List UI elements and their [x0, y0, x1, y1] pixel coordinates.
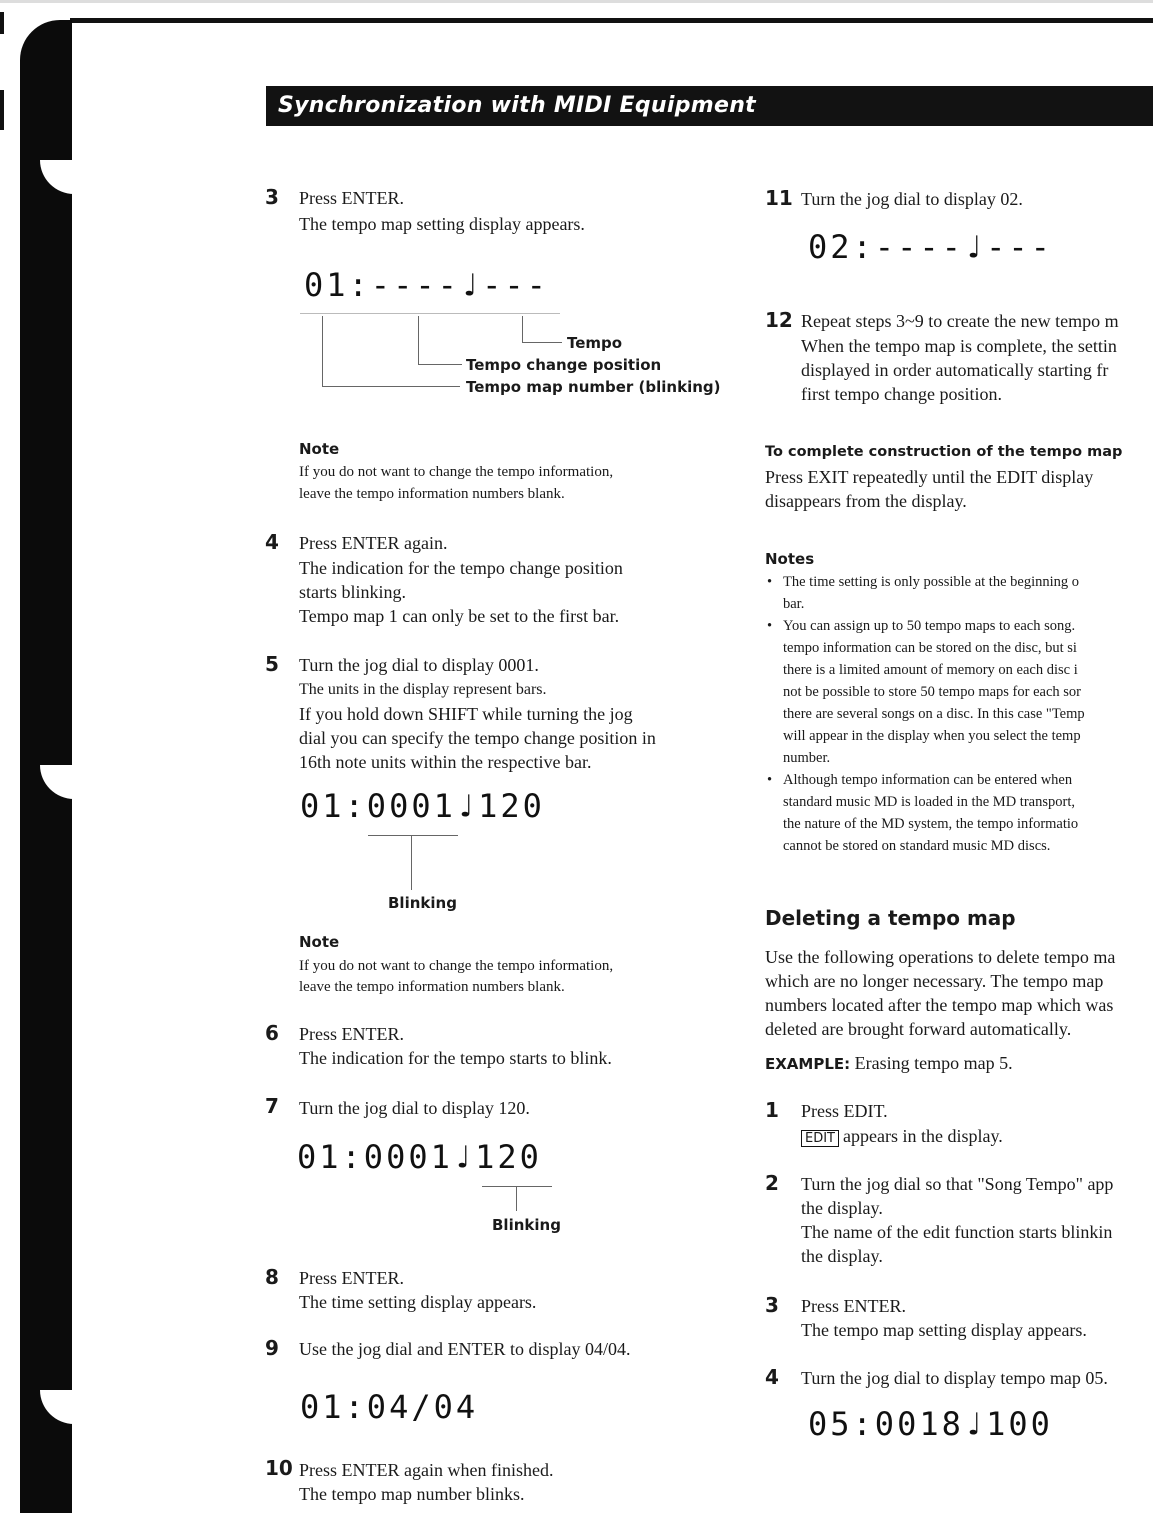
example: [765, 1051, 1013, 1076]
notes-list: [765, 571, 1153, 857]
step-text: Turn the jog dial so that "Song Tempo" app: [801, 1174, 1114, 1194]
bracket: [482, 1186, 552, 1187]
step-text: The indication for the tempo change position: [299, 558, 623, 578]
lcd-display-1: 01:----♩---: [304, 266, 549, 304]
step-text: When the tempo map is complete, the settin: [801, 336, 1117, 356]
body-text: Press EXIT repeatedly until the EDIT display: [765, 467, 1094, 487]
step-text: The name of the edit function starts blinkin: [801, 1222, 1113, 1242]
note-text: If you do not want to change the tempo information,: [299, 958, 614, 974]
top-edge-shadow: [0, 0, 1153, 3]
step-text: the display.: [801, 1246, 883, 1266]
step-number: 3: [265, 185, 279, 209]
delete-heading: Deleting a tempo map: [765, 906, 1016, 930]
step-text: Use the jog dial and ENTER to display 04/04.: [299, 1339, 631, 1359]
step-text: [801, 1124, 1003, 1151]
blinking-label: Blinking: [492, 1216, 561, 1234]
callout-leader: [418, 316, 419, 364]
step-text: The tempo map setting display appears.: [299, 214, 585, 234]
step-number: 8: [265, 1265, 279, 1289]
step-text: starts blinking.: [299, 582, 406, 602]
step-text: the display.: [801, 1198, 883, 1218]
step-number: 2: [765, 1171, 779, 1195]
step-number: 7: [265, 1094, 279, 1118]
note-text: leave the tempo information numbers blank.: [299, 979, 565, 995]
lcd-display-2: 01:0001♩120: [300, 787, 545, 825]
step-text: If you hold down SHIFT while turning the jog: [299, 704, 633, 724]
step-text: Tempo map 1 can only be set to the first bar.: [299, 606, 620, 626]
notes-title: Notes: [765, 550, 815, 568]
step-number: 10: [265, 1456, 293, 1480]
margin-tick: [0, 12, 4, 34]
step-number: 9: [265, 1336, 279, 1360]
step-text: 16th note units within the respective bar.: [299, 752, 592, 772]
step-text: Press ENTER.: [299, 1268, 404, 1288]
note-item: • Although tempo information can be entered when standard music MD is loaded in the MD transport, the nature of the MD system, the tempo informatio cannot be stored on standard music MD discs.: [765, 769, 1153, 857]
callout-leader: [522, 342, 562, 343]
step-text: dial you can specify the tempo change position in: [299, 728, 656, 748]
step-text: Press ENTER.: [801, 1296, 906, 1316]
step-text: Turn the jog dial to display 120.: [299, 1098, 530, 1118]
callout-leader: [516, 1187, 517, 1211]
step-text: displayed in order automatically starting fr: [801, 360, 1109, 380]
callout-leader: [322, 386, 460, 387]
step-number: 4: [265, 530, 279, 554]
note-title: Note: [299, 933, 340, 951]
step-text: The indication for the tempo starts to blink.: [299, 1048, 612, 1068]
note-title: Note: [299, 440, 340, 458]
step-number: 6: [265, 1021, 279, 1045]
step-text: The tempo map setting display appears.: [801, 1320, 1087, 1340]
body-text: disappears from the display.: [765, 491, 967, 511]
lcd-display-5: 02:----♩---: [808, 228, 1053, 266]
callout-leader: [322, 316, 323, 386]
lcd-display-6: 05:0018♩100: [808, 1405, 1053, 1443]
underline-rule: [300, 313, 560, 314]
step-text: Press ENTER.: [299, 1024, 404, 1044]
step-number: 11: [765, 186, 793, 210]
step-text: Press ENTER again when finished.: [299, 1460, 554, 1480]
subsection-title: To complete construction of the tempo map: [765, 444, 1123, 460]
step-number: 3: [765, 1293, 779, 1317]
note-text: If you do not want to change the tempo information,: [299, 464, 614, 480]
note-item: • You can assign up to 50 tempo maps to each song. tempo information can be stored on the disc, but si there is a limited amount of memory on each disc i not be possible to store 50 tempo maps for each sor there are several songs on a disc. In this case "Temp will appear in the display when you select the temp number.: [765, 615, 1153, 769]
callout-leader: [522, 316, 523, 342]
bracket: [368, 835, 458, 836]
callout-leader: [411, 836, 412, 890]
step-text: The time setting display appears.: [299, 1292, 537, 1312]
blinking-label: Blinking: [388, 894, 457, 912]
step-number: 1: [765, 1098, 779, 1122]
note-text: leave the tempo information numbers blank.: [299, 486, 565, 502]
body-text: Use the following operations to delete tempo ma: [765, 947, 1116, 967]
top-rule: [70, 18, 1153, 23]
step-text: Turn the jog dial to display tempo map 05.: [801, 1368, 1108, 1388]
callout-map-number: Tempo map number (blinking): [466, 378, 721, 396]
step-text-tail: appears in the display.: [843, 1126, 1003, 1146]
callout-leader: [418, 364, 462, 365]
callout-position: Tempo change position: [466, 356, 662, 374]
body-text: numbers located after the tempo map which was: [765, 995, 1114, 1015]
step-text: Repeat steps 3~9 to create the new tempo m: [801, 311, 1119, 331]
step-text: first tempo change position.: [801, 384, 1002, 404]
step-text: Press EDIT.: [801, 1101, 888, 1121]
step-text: Press ENTER.: [299, 188, 404, 208]
example-label: EXAMPLE:: [765, 1055, 851, 1073]
lcd-display-3: 01:0001♩120: [297, 1138, 542, 1176]
step-text: Press ENTER again.: [299, 533, 448, 553]
step-number: 4: [765, 1365, 779, 1389]
note-item: • The time setting is only possible at the beginning o bar.: [765, 571, 1153, 615]
margin-tick: [0, 90, 4, 130]
example-text: Erasing tempo map 5.: [850, 1053, 1013, 1073]
callout-tempo: Tempo: [567, 334, 623, 352]
body-text: which are no longer necessary. The tempo map: [765, 971, 1104, 991]
step-text: The units in the display represent bars.: [299, 681, 547, 698]
step-text: Turn the jog dial to display 02.: [801, 189, 1023, 209]
step-text: The tempo map number blinks.: [299, 1484, 525, 1504]
section-title: Synchronization with MIDI Equipment: [266, 86, 1153, 126]
step-number: 12: [765, 308, 793, 332]
lcd-display-4: 01:04/04: [300, 1388, 479, 1426]
body-text: deleted are brought forward automatically.: [765, 1019, 1072, 1039]
step-text: Turn the jog dial to display 0001.: [299, 655, 539, 675]
edit-indicator: EDIT: [801, 1130, 839, 1147]
step-number: 5: [265, 652, 279, 676]
